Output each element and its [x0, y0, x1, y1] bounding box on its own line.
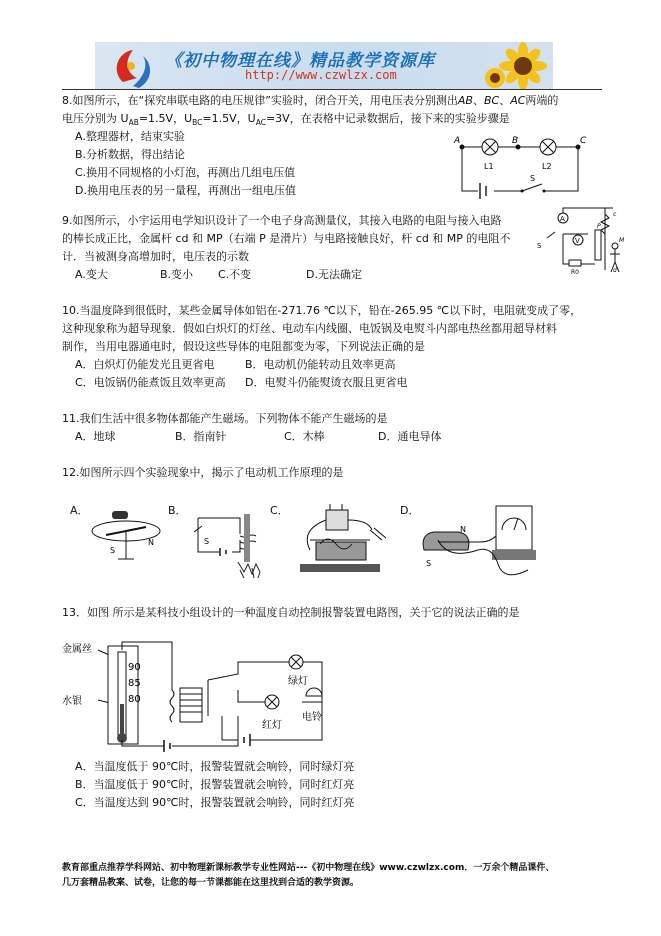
q8-option-a: A.整理器材，结束实验	[75, 130, 185, 143]
q9-label-ammeter: A	[560, 215, 565, 223]
q13-label-90: 90	[128, 662, 141, 673]
q10-option-c: C．电饭锅仍能煮饭且效率更高	[75, 376, 226, 389]
q12-figure-c-motor	[290, 500, 400, 582]
header-rule	[62, 89, 602, 90]
q8-series-circuit-figure	[450, 133, 590, 203]
q9-label-r0: R0	[571, 269, 579, 276]
q10-option-a: A．白炽灯仍能发光且更省电	[75, 358, 215, 371]
q11-option-c: C．木棒	[284, 430, 325, 443]
q11-option-d: D．通电导体	[378, 430, 442, 443]
q8-label-b: B	[512, 136, 519, 146]
footer-line1: 教育部重点推荐学科网站、初中物理新课标教学专业性网站---《初中物理在线》www.czwlzx.com．一万余个精品课件、	[62, 863, 555, 873]
q13-option-c: C．当温度达到 90℃时，报警装置就会响铃，同时红灯亮	[75, 796, 355, 809]
q11-option-a: A．地球	[75, 430, 116, 443]
q13-option-a: A．当温度低于 90℃时，报警装置就会响铃，同时绿灯亮	[75, 760, 355, 773]
q12-a-label-s: S	[110, 546, 116, 555]
q10-line3: 制作，当用电器通电时，假设这些导体的电阻都变为零，下列说法正确的是	[62, 340, 425, 353]
q9-line1: 9.如图所示，小宇运用电学知识设计了一个电子身高测量仪，其接入电路的电阻与接入电路	[62, 214, 502, 227]
q8-label-c: C	[580, 136, 587, 146]
q8-label-l1: L1	[484, 162, 494, 171]
q8-label-s: S	[530, 174, 536, 183]
q9-label-voltmeter: V	[575, 237, 580, 245]
q10-line2: 这种现象称为超导现象．假如白炽灯的灯丝、电动车内线圈、电饭锅及电熨斗内部电热丝都用超导材料	[62, 322, 557, 335]
q13-label-85: 85	[128, 678, 141, 689]
q9-option-a: A.变大	[75, 268, 108, 281]
q12-figure-b-electromagnet	[180, 500, 270, 582]
q8-option-d: D.换用电压表的另一量程，再测出一组电压值	[75, 184, 296, 197]
q9-option-c: C.不变	[218, 268, 252, 281]
q8-line1: 8.如图所示，在“探究串联电路的电压规律”实验时，闭合开关，用电压表分别测出AB、BC、AC两端的	[62, 94, 559, 107]
q13-label-80: 80	[128, 694, 141, 705]
q12-option-b: B．	[168, 504, 187, 517]
q9-label-p: P	[597, 223, 601, 230]
q12-option-d: D．	[400, 504, 420, 517]
q13-line1: 13．如图 所示是某科技小组设计的一种温度自动控制报警装置电路图，关于它的说法正确的是	[62, 606, 520, 619]
q9-label-switch: S	[537, 242, 542, 250]
q13-label-wire: 金属丝	[62, 644, 92, 655]
q9-height-meter-figure	[533, 200, 633, 280]
header-banner	[95, 42, 553, 90]
q12-b-label-s: S	[204, 537, 210, 546]
q12-option-c: C．	[270, 504, 289, 517]
q9-label-c: c	[613, 211, 617, 218]
site-title: 《初中物理在线》精品教学资源库	[165, 51, 435, 71]
q13-label-bell: 电铃	[302, 712, 322, 723]
q13-label-green-light: 绿灯	[288, 676, 308, 687]
sunflower-icon	[483, 42, 553, 90]
q12-a-label-n: N	[148, 538, 154, 547]
site-logo-icon	[103, 42, 163, 90]
q8-label-l2: L2	[542, 162, 552, 171]
q13-label-red-light: 红灯	[262, 720, 282, 731]
q10-line1: 10.当温度降到很低时，某些金属导体如铝在-271.76 ℃以下，铅在-265.95 ℃以下时，电阻就变成了零，	[62, 304, 582, 317]
q12-line1: 12.如图所示四个实验现象中，揭示了电动机工作原理的是	[62, 466, 344, 479]
q12-d-label-s: S	[426, 559, 432, 568]
q12-option-a: A．	[70, 504, 89, 517]
q10-option-d: D．电熨斗仍能熨烫衣服且更省电	[245, 376, 408, 389]
site-url[interactable]: http://www.czwlzx.com	[245, 68, 397, 82]
q13-label-mercury: 水银	[62, 696, 82, 707]
footer-line2: 几万套精品教案、试卷，让您的每一节课都能在这里找到合适的教学资源。	[62, 878, 360, 888]
q12-d-label-n: N	[460, 525, 466, 534]
q9-option-d: D.无法确定	[306, 268, 362, 281]
q13-alarm-circuit-figure	[62, 640, 362, 752]
q8-label-a: A	[454, 136, 461, 146]
q8-line2: 电压分别为 $U_{AB}=1.5V$，$U_{BC}=1.5V$，$U_{AC}=3V$，在表格中记录数据后，接下来的实验步骤是	[62, 112, 510, 128]
q11-line1: 11.我们生活中很多物体都能产生磁场。下列物体不能产生磁场的是	[62, 412, 388, 425]
q11-option-b: B．指南针	[175, 430, 227, 443]
q8-option-b: B.分析数据，得出结论	[75, 148, 186, 161]
q12-figure-a-compass	[86, 505, 166, 565]
q9-line2: 的棒长成正比，金属杆 cd 和 MP（右端 P 是滑片）与电路接触良好，杆 cd 和 MP 的电阻不	[62, 232, 511, 245]
q12-figure-d-galvanometer	[418, 500, 538, 582]
q8-option-c: C.换用不同规格的小灯泡，再测出几组电压值	[75, 166, 296, 179]
q9-option-b: B.变小	[160, 268, 194, 281]
q9-line3: 计．当被测身高增加时，电压表的示数	[62, 250, 249, 263]
q10-option-b: B．电动机仍能转动且效率更高	[245, 358, 396, 371]
footer	[62, 861, 602, 891]
q13-option-b: B．当温度低于 90℃时，报警装置就会响铃，同时红灯亮	[75, 778, 355, 791]
q9-label-d: d	[613, 267, 617, 274]
q9-label-m: M	[619, 237, 625, 244]
